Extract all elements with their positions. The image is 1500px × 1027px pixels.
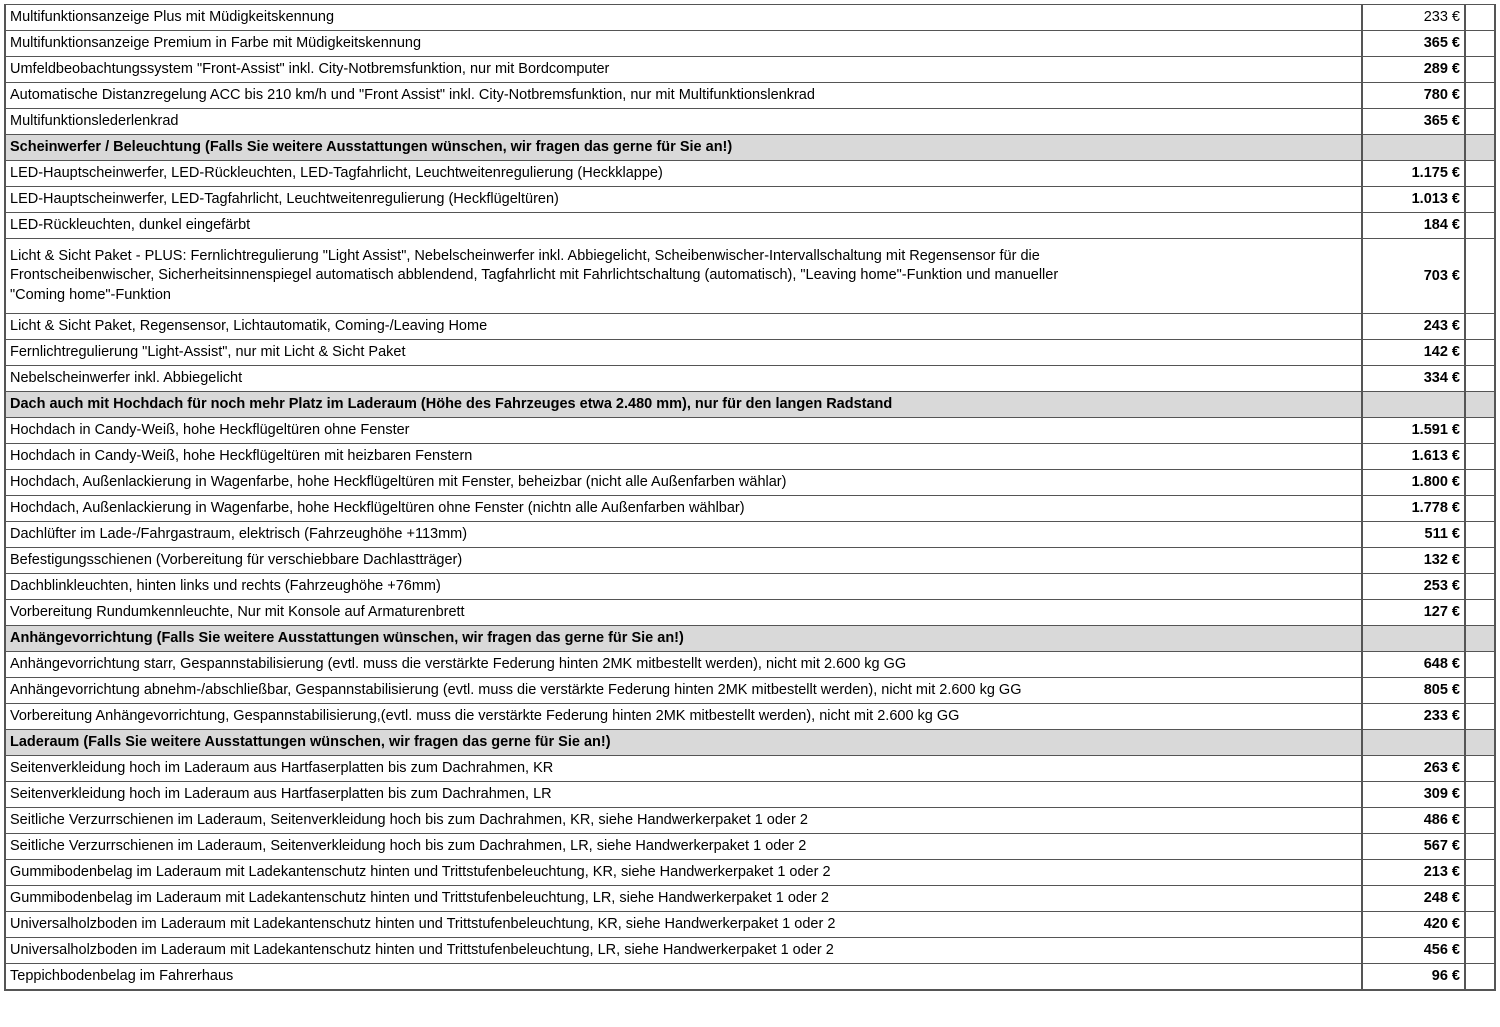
option-description <box>5 574 1362 600</box>
empty-cell <box>1465 860 1495 886</box>
empty-cell <box>1465 496 1495 522</box>
description-text: Hochdach, Außenlackierung in Wagenfarbe, hohe Heckflügeltüren mit Fenster, beheizbar (nicht alle Außenfarben wählar) <box>10 474 787 490</box>
table-row <box>5 912 1495 938</box>
option-description <box>5 109 1362 135</box>
table-row <box>5 213 1495 239</box>
option-description <box>5 652 1362 678</box>
empty-cell <box>1465 678 1495 704</box>
description-text: Hochdach, Außenlackierung in Wagenfarbe, hohe Heckflügeltüren ohne Fenster (nichtn alle Außenfarben wählbar) <box>10 500 745 516</box>
option-description <box>5 239 1362 314</box>
empty-cell <box>1465 964 1495 991</box>
table-row <box>5 704 1495 730</box>
description-text: Seitliche Verzurrschienen im Laderaum, Seitenverkleidung hoch bis zum Dachrahmen, KR, siehe Handwerkerpaket 1 oder 2 <box>10 812 808 828</box>
option-price <box>1362 135 1465 161</box>
option-price: 334 € <box>1362 366 1465 392</box>
option-description <box>5 548 1362 574</box>
table-row <box>5 444 1495 470</box>
description-text: Seitliche Verzurrschienen im Laderaum, Seitenverkleidung hoch bis zum Dachrahmen, LR, siehe Handwerkerpaket 1 oder 2 <box>10 838 807 854</box>
option-description <box>5 5 1362 31</box>
option-price: 703 € <box>1362 239 1465 314</box>
empty-cell <box>1465 392 1495 418</box>
empty-cell <box>1465 938 1495 964</box>
option-description <box>5 161 1362 187</box>
description-text: Licht & Sicht Paket, Regensensor, Lichtautomatik, Coming-/Leaving Home <box>10 318 488 334</box>
option-price: 511 € <box>1362 522 1465 548</box>
option-description <box>5 57 1362 83</box>
option-description <box>5 314 1362 340</box>
table-row <box>5 938 1495 964</box>
empty-cell <box>1465 161 1495 187</box>
option-description <box>5 782 1362 808</box>
option-description <box>5 444 1362 470</box>
option-price: 1.778 € <box>1362 496 1465 522</box>
empty-cell <box>1465 782 1495 808</box>
table-row <box>5 314 1495 340</box>
option-price: 1.591 € <box>1362 418 1465 444</box>
empty-cell <box>1465 314 1495 340</box>
option-description <box>5 860 1362 886</box>
empty-cell <box>1465 418 1495 444</box>
empty-cell <box>1465 730 1495 756</box>
option-price: 486 € <box>1362 808 1465 834</box>
description-text: LED-Hauptscheinwerfer, LED-Tagfahrlicht, Leuchtweitenregulierung (Heckflügeltüren) <box>10 191 559 207</box>
description-text: Dachlüfter im Lade-/Fahrgastraum, elektrisch (Fahrzeughöhe +113mm) <box>10 526 468 542</box>
section-title <box>5 730 1362 756</box>
description-text: Nebelscheinwerfer inkl. Abbiegelicht <box>10 370 243 386</box>
table-row <box>5 418 1495 444</box>
description-text: Multifunktionslederlenkrad <box>10 113 179 129</box>
option-description <box>5 834 1362 860</box>
option-description <box>5 912 1362 938</box>
description-text: Automatische Distanzregelung ACC bis 210 km/h und "Front Assist" inkl. City-Notbremsfunktion, nur mit Multifunktionslenkrad <box>10 87 815 103</box>
option-price: 248 € <box>1362 886 1465 912</box>
section-header-row <box>5 135 1495 161</box>
option-description <box>5 366 1362 392</box>
description-text: Vorbereitung Rundumkennleuchte, Nur mit Konsole auf Armaturenbrett <box>10 604 465 620</box>
option-price: 213 € <box>1362 860 1465 886</box>
option-price: 1.613 € <box>1362 444 1465 470</box>
option-description <box>5 340 1362 366</box>
option-price: 309 € <box>1362 782 1465 808</box>
description-text: Multifunktionsanzeige Plus mit Müdigkeitskennung <box>10 9 335 25</box>
table-row <box>5 834 1495 860</box>
description-text: Gummibodenbelag im Laderaum mit Ladekantenschutz hinten und Trittstufenbeleuchtung, KR, siehe Handwerkerpaket 1 oder 2 <box>10 864 831 880</box>
table-row <box>5 678 1495 704</box>
empty-cell <box>1465 548 1495 574</box>
table-row <box>5 187 1495 213</box>
option-price: 567 € <box>1362 834 1465 860</box>
table-row <box>5 5 1495 31</box>
option-description <box>5 600 1362 626</box>
option-price: 1.800 € <box>1362 470 1465 496</box>
description-text: Scheinwerfer / Beleuchtung (Falls Sie weitere Ausstattungen wünschen, wir fragen das gerne für Sie an!) <box>10 139 733 155</box>
description-text: Laderaum (Falls Sie weitere Ausstattungen wünschen, wir fragen das gerne für Sie an!) <box>10 734 611 750</box>
option-description <box>5 704 1362 730</box>
empty-cell <box>1465 652 1495 678</box>
empty-cell <box>1465 756 1495 782</box>
table-row <box>5 57 1495 83</box>
description-text: Hochdach in Candy-Weiß, hohe Heckflügeltüren mit heizbaren Fenstern <box>10 448 473 464</box>
empty-cell <box>1465 600 1495 626</box>
option-price: 805 € <box>1362 678 1465 704</box>
option-price: 142 € <box>1362 340 1465 366</box>
option-description <box>5 938 1362 964</box>
description-text: LED-Hauptscheinwerfer, LED-Rückleuchten, LED-Tagfahrlicht, Leuchtweitenregulierung (Heckklappe) <box>10 165 663 181</box>
table-row <box>5 886 1495 912</box>
empty-cell <box>1465 834 1495 860</box>
description-text: Licht & Sicht Paket - PLUS: Fernlichtregulierung "Light Assist", Nebelscheinwerfer inkl. Abbiegelicht, Scheibenwischer-Intervallschaltung mit Regensensor für die Frontscheibenwischer, Sicherheitsinnenspiegel automatisch abblendend, Tagfahrlicht mit Fahrlichtschaltung (automatisch), "Leaving home"-Funktion und manueller "Coming home"-Funktion <box>10 247 1059 303</box>
table-row <box>5 522 1495 548</box>
description-text: Fernlichtregulierung "Light-Assist", nur mit Licht & Sicht Paket <box>10 344 406 360</box>
empty-cell <box>1465 444 1495 470</box>
empty-cell <box>1465 522 1495 548</box>
description-text: Gummibodenbelag im Laderaum mit Ladekantenschutz hinten und Trittstufenbeleuchtung, LR, siehe Handwerkerpaket 1 oder 2 <box>10 890 829 906</box>
table-row <box>5 782 1495 808</box>
option-description <box>5 678 1362 704</box>
option-price: 648 € <box>1362 652 1465 678</box>
empty-cell <box>1465 213 1495 239</box>
option-price: 1.175 € <box>1362 161 1465 187</box>
empty-cell <box>1465 83 1495 109</box>
option-price <box>1362 730 1465 756</box>
option-price: 289 € <box>1362 57 1465 83</box>
description-text: Befestigungsschienen (Vorbereitung für verschiebbare Dachlastträger) <box>10 552 463 568</box>
option-description <box>5 964 1362 991</box>
description-text: Teppichbodenbelag im Fahrerhaus <box>10 968 234 984</box>
option-price: 127 € <box>1362 600 1465 626</box>
description-text: Universalholzboden im Laderaum mit Ladekantenschutz hinten und Trittstufenbeleuchtung, KR, siehe Handwerkerpaket 1 oder 2 <box>10 916 836 932</box>
description-text: Universalholzboden im Laderaum mit Ladekantenschutz hinten und Trittstufenbeleuchtung, LR, siehe Handwerkerpaket 1 oder 2 <box>10 942 834 958</box>
option-description <box>5 886 1362 912</box>
option-description <box>5 31 1362 57</box>
empty-cell <box>1465 31 1495 57</box>
option-description <box>5 213 1362 239</box>
table-row <box>5 109 1495 135</box>
table-row <box>5 340 1495 366</box>
empty-cell <box>1465 626 1495 652</box>
empty-cell <box>1465 239 1495 314</box>
option-price <box>1362 626 1465 652</box>
options-price-table <box>4 4 1496 991</box>
option-price: 243 € <box>1362 314 1465 340</box>
empty-cell <box>1465 340 1495 366</box>
description-text: Anhängevorrichtung (Falls Sie weitere Ausstattungen wünschen, wir fragen das gerne für Sie an!) <box>10 630 684 646</box>
section-title <box>5 392 1362 418</box>
option-description <box>5 808 1362 834</box>
description-text: Vorbereitung Anhängevorrichtung, Gespannstabilisierung,(evtl. muss die verstärkte Federung hinten 2MK mitbestellt werden), nicht mit 2.600 kg GG <box>10 708 960 724</box>
option-price: 456 € <box>1362 938 1465 964</box>
table-row <box>5 31 1495 57</box>
table-row <box>5 600 1495 626</box>
option-description <box>5 187 1362 213</box>
option-price: 1.013 € <box>1362 187 1465 213</box>
table-row <box>5 548 1495 574</box>
option-price <box>1362 392 1465 418</box>
description-text: Seitenverkleidung hoch im Laderaum aus Hartfaserplatten bis zum Dachrahmen, LR <box>10 786 552 802</box>
table-row <box>5 808 1495 834</box>
description-text: Dachblinkleuchten, hinten links und rechts (Fahrzeughöhe +76mm) <box>10 578 441 594</box>
empty-cell <box>1465 704 1495 730</box>
option-price: 263 € <box>1362 756 1465 782</box>
section-header-row <box>5 730 1495 756</box>
section-header-row <box>5 626 1495 652</box>
table-row <box>5 964 1495 991</box>
empty-cell <box>1465 808 1495 834</box>
option-description <box>5 418 1362 444</box>
option-price: 365 € <box>1362 31 1465 57</box>
description-text: Umfeldbeobachtungssystem "Front-Assist" inkl. City-Notbremsfunktion, nur mit Bordcomputer <box>10 61 610 77</box>
table-row <box>5 239 1495 314</box>
option-price: 184 € <box>1362 213 1465 239</box>
table-row <box>5 860 1495 886</box>
table-row <box>5 83 1495 109</box>
description-text: Multifunktionsanzeige Premium in Farbe mit Müdigkeitskennung <box>10 35 422 51</box>
description-text: Hochdach in Candy-Weiß, hohe Heckflügeltüren ohne Fenster <box>10 422 410 438</box>
option-price: 132 € <box>1362 548 1465 574</box>
option-description <box>5 470 1362 496</box>
option-price: 96 € <box>1362 964 1465 991</box>
table-row <box>5 652 1495 678</box>
empty-cell <box>1465 187 1495 213</box>
description-text: Dach auch mit Hochdach für noch mehr Platz im Laderaum (Höhe des Fahrzeuges etwa 2.480 mm), nur für den langen Radstand <box>10 396 893 412</box>
description-text: Anhängevorrichtung starr, Gespannstabilisierung (evtl. muss die verstärkte Federung hinten 2MK mitbestellt werden), nicht mit 2.600 kg GG <box>10 656 907 672</box>
table-row <box>5 496 1495 522</box>
table-row <box>5 366 1495 392</box>
table-row <box>5 161 1495 187</box>
empty-cell <box>1465 470 1495 496</box>
empty-cell <box>1465 886 1495 912</box>
table-row <box>5 756 1495 782</box>
option-description <box>5 496 1362 522</box>
description-text: LED-Rückleuchten, dunkel eingefärbt <box>10 217 251 233</box>
description-text: Anhängevorrichtung abnehm-/abschließbar, Gespannstabilisierung (evtl. muss die verstärkte Federung hinten 2MK mitbestellt werden), nicht mit 2.600 kg GG <box>10 682 1022 698</box>
empty-cell <box>1465 109 1495 135</box>
empty-cell <box>1465 57 1495 83</box>
section-title <box>5 135 1362 161</box>
empty-cell <box>1465 135 1495 161</box>
table-row <box>5 470 1495 496</box>
option-price: 780 € <box>1362 83 1465 109</box>
option-price: 253 € <box>1362 574 1465 600</box>
option-price: 420 € <box>1362 912 1465 938</box>
option-description <box>5 522 1362 548</box>
option-price: 233 € <box>1362 704 1465 730</box>
option-description <box>5 83 1362 109</box>
description-text: Seitenverkleidung hoch im Laderaum aus Hartfaserplatten bis zum Dachrahmen, KR <box>10 760 554 776</box>
empty-cell <box>1465 5 1495 31</box>
option-price: 365 € <box>1362 109 1465 135</box>
section-title <box>5 626 1362 652</box>
option-description <box>5 756 1362 782</box>
table-row <box>5 574 1495 600</box>
table-body <box>5 5 1495 991</box>
section-header-row <box>5 392 1495 418</box>
empty-cell <box>1465 912 1495 938</box>
empty-cell <box>1465 366 1495 392</box>
empty-cell <box>1465 574 1495 600</box>
option-price: 233 € <box>1362 5 1465 31</box>
